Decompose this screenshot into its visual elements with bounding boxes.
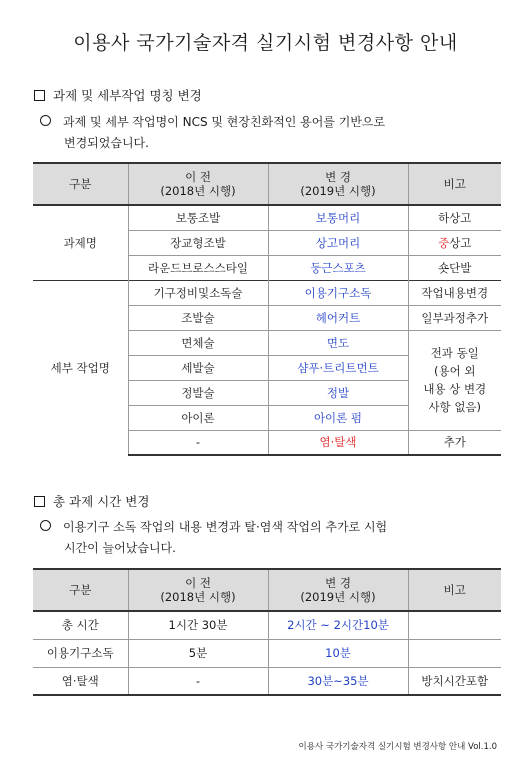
section1-desc-line1: 과제 및 세부 작업명이 NCS 및 현장친화적인 용어를 기반으로 — [63, 115, 386, 129]
cell-before: 장교형조발 — [128, 230, 268, 255]
cell-before: - — [128, 667, 268, 695]
section1-description — [40, 112, 508, 154]
cell-before: 보통조발 — [128, 205, 268, 230]
cell-after: 헤어커트 — [268, 305, 408, 330]
cell-note — [408, 611, 501, 639]
table-row — [33, 639, 501, 667]
cell-after: 보통머리 — [268, 205, 408, 230]
cell-note: 하상고 — [408, 205, 501, 230]
header-after: 변 경 (2019년 시행) — [268, 163, 408, 205]
cell-before: 라운드브로스스타일 — [128, 255, 268, 280]
cell-before: 1시간 30분 — [128, 611, 268, 639]
section1-heading-text: 과제 및 세부작업 명칭 변경 — [53, 88, 202, 103]
section2-desc-line2: 시간이 늘어났습니다. — [64, 541, 176, 555]
cell-after: 10분 — [268, 639, 408, 667]
cell-label: 총 시간 — [33, 611, 128, 639]
cell-before: - — [128, 430, 268, 455]
header-category: 구분 — [33, 163, 128, 205]
section1-desc-line2: 변경되었습니다. — [64, 136, 149, 150]
cell-note: 일부과정추가 — [408, 305, 501, 330]
cell-after: 아이론 펌 — [268, 405, 408, 430]
cell-before: 아이론 — [128, 405, 268, 430]
header-before: 이 전 (2018년 시행) — [128, 163, 268, 205]
cell-before: 기구정비및소독술 — [128, 280, 268, 305]
section2-heading-text: 총 과제 시간 변경 — [53, 494, 150, 509]
cell-before: 면체술 — [128, 330, 268, 355]
cell-after: 둥근스포츠 — [268, 255, 408, 280]
cell-before: 조발술 — [128, 305, 268, 330]
cell-after: 2시간 ~ 2시간10분 — [268, 611, 408, 639]
cell-after: 30분~35분 — [268, 667, 408, 695]
cell-after: 상고머리 — [268, 230, 408, 255]
table-header-row — [33, 569, 501, 611]
circle-bullet-icon — [40, 115, 51, 126]
footer-text: 이용사 국가기술자격 실기시험 변경사항 안내 Vol.1.0 — [298, 742, 497, 752]
table-row — [33, 205, 501, 230]
cell-note — [408, 639, 501, 667]
document-title: 이용사 국가기술자격 실기시험 변경사항 안내 — [73, 32, 458, 54]
cell-before: 5분 — [128, 639, 268, 667]
merged-note-cell: 전과 동일 (용어 외 내용 상 변경 사항 없음) — [408, 330, 501, 430]
checkbox-square-icon — [34, 90, 45, 101]
checkbox-square-icon — [34, 496, 45, 507]
cell-note: 작업내용변경 — [408, 280, 501, 305]
header-after: 변 경 (2019년 시행) — [268, 569, 408, 611]
table-header-row — [33, 163, 501, 205]
group-label-subtask: 세부 작업명 — [33, 280, 128, 455]
section2-heading — [34, 492, 149, 510]
header-note: 비고 — [408, 163, 501, 205]
header-note: 비고 — [408, 569, 501, 611]
cell-after: 면도 — [268, 330, 408, 355]
cell-label: 염·탈색 — [33, 667, 128, 695]
cell-after: 샴푸·트리트먼트 — [268, 355, 408, 380]
name-change-table — [33, 162, 501, 456]
cell-before: 세발술 — [128, 355, 268, 380]
circle-bullet-icon — [40, 520, 51, 531]
cell-before: 정발술 — [128, 380, 268, 405]
header-category: 구분 — [33, 569, 128, 611]
cell-after: 이용기구소독 — [268, 280, 408, 305]
cell-note: 방치시간포함 — [408, 667, 501, 695]
table-row — [33, 280, 501, 305]
table-row — [33, 611, 501, 639]
cell-after: 정발 — [268, 380, 408, 405]
header-before: 이 전 (2018년 시행) — [128, 569, 268, 611]
group-label-task: 과제명 — [33, 205, 128, 280]
cell-label: 이용기구소독 — [33, 639, 128, 667]
cell-note: 숏단발 — [408, 255, 501, 280]
cell-after: 염·탈색 — [268, 430, 408, 455]
cell-note: 추가 — [408, 430, 501, 455]
time-change-table — [33, 568, 501, 696]
section2-desc-line1: 이용기구 소독 작업의 내용 변경과 탈·염색 작업의 추가로 시험 — [63, 520, 388, 534]
section1-heading — [34, 86, 202, 104]
cell-note: 중상고 — [408, 230, 501, 255]
table-row — [33, 667, 501, 695]
section2-description — [40, 517, 508, 559]
